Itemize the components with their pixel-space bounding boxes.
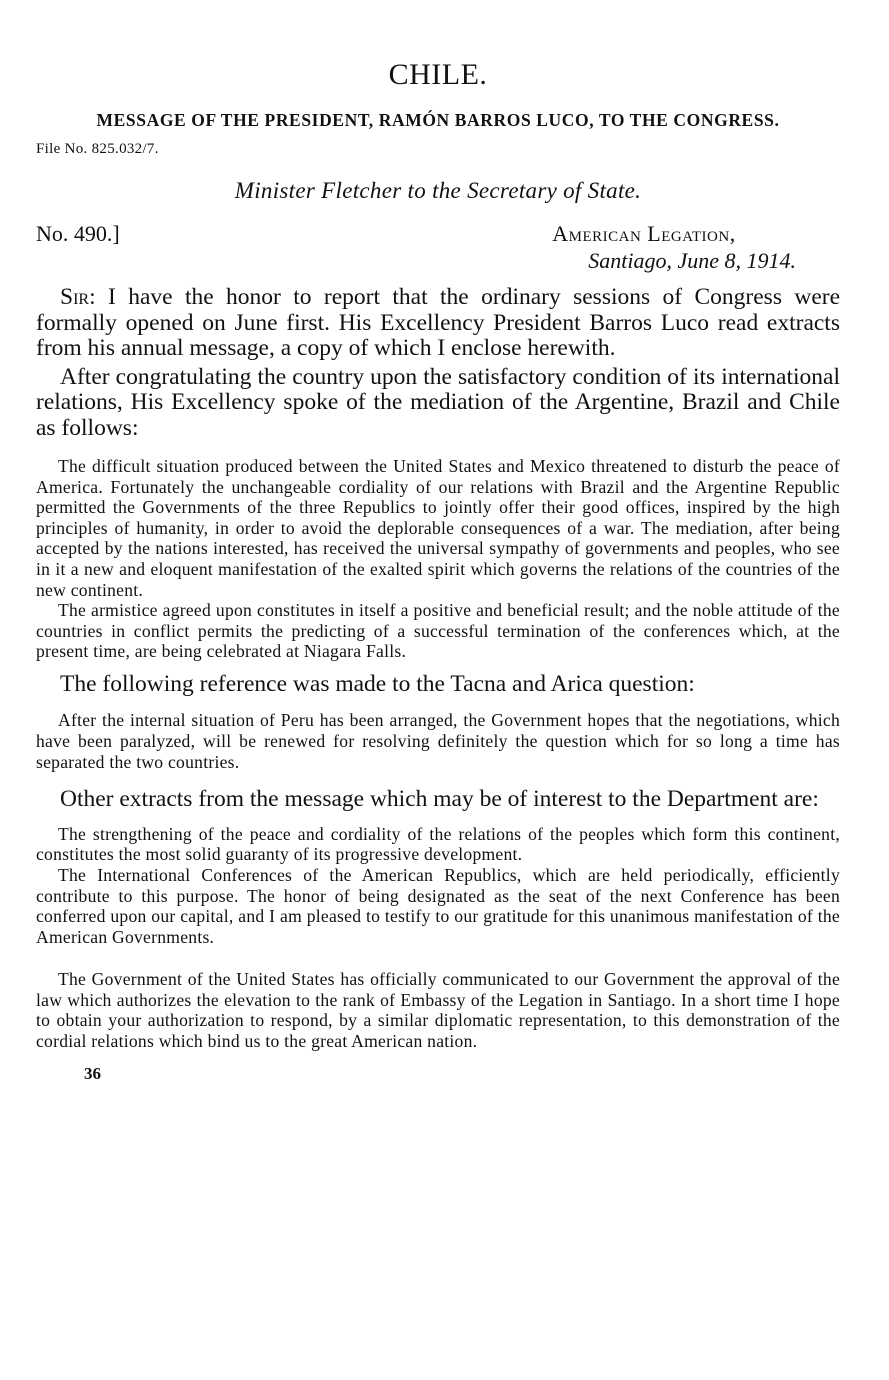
document-page (36, 0, 840, 1084)
paragraph-4: Other extracts from the message which may be of interest to the Department are: (60, 786, 819, 813)
quote-embassy: The Government of the United States has officially communicated to our Government the approval of the law which authorizes the elevation to the rank of Embassy of the Legation in Santiago. In a short time I hope to obtain your authorization to respond, by a similar diplomatic representation, to this demonstration of the cordial relations which bind us to the great American nation. (36, 969, 840, 1052)
paragraph-2: After congratulating the country upon the satisfactory condition of its international relations, His Excellency spoke of the mediation of the Argentine, Brazil and Chile as follows: (36, 363, 840, 441)
quote-peru: After the internal situation of Peru has been arranged, the Government hopes that the negotiations, which have been paralyzed, will be renewed for resolving definitely the question which for so long a time has separated the two countries. (36, 710, 840, 772)
correspondence-subheading: Minister Fletcher to the Secretary of State. (234, 178, 642, 203)
quote-conferences: The International Conferences of the American Republics, which are held periodically, efficiently contribute to this purpose. The honor of being designated as the seat of the next Conference has been conferred upon our capital, and I am pleased to testify to our gratitude for this unanimous manifestation of the American Governments. (36, 864, 840, 947)
quote-mediation: The difficult situation produced between the United States and Mexico threatened to disturb the peace of America. Fortunately the unchangeable cordiality of our relations with Brazil and the Argentine Republic permitted the Governments of the three Republics to jointly offer their good offices, inspired by the high principles of humanity, in order to avoid the deplorable consequences of a war. The mediation, after being accepted by the nations interested, has received the universal sympathy of governments and peoples, who see in it a new and eloquent manifestation of the exalted spirit which governs the relations of the countries of the new continent. (36, 456, 840, 600)
message-heading: MESSAGE OF THE PRESIDENT, RAMÓN BARROS LUCO, TO THE CONGRESS. (96, 110, 780, 130)
country-title: CHILE. (388, 58, 488, 91)
quote-continent: The strengthening of the peace and cordiality of the relations of the peoples which form this continent, constitutes the most solid guaranty of its progressive development. (36, 823, 840, 865)
quote-armistice: The armistice agreed upon constitutes in itself a positive and beneficial result; and the noble attitude of the countries in conflict permits the predicting of a successful termination of the conferences which, at the present time, are being celebrated at Niagara Falls. (36, 600, 840, 662)
place-date: Santiago, June 8, 1914. (588, 248, 796, 273)
paragraph-1-text: I have the honor to report that the ordinary sessions of Congress were formally opened on June first. His Excellency President Barros Luco read extracts from his annual message, a copy of which I enclose herewith. (36, 284, 841, 361)
paragraph-opening (36, 285, 840, 362)
page-number: 36 (84, 1063, 101, 1083)
legation-block (552, 221, 796, 275)
dateline (36, 221, 840, 279)
paragraph-3: The following reference was made to the Tacna and Arica question: (60, 670, 695, 697)
quote-block-tacna-arica (36, 710, 840, 772)
legation-name: American Legation, (552, 221, 736, 246)
quote-block-mediation (36, 456, 840, 662)
quote-block-extracts (36, 824, 840, 1052)
salutation: Sir: (60, 284, 96, 310)
file-number: File No. 825.032/7. (36, 141, 159, 157)
document-number: No. 490.] (36, 221, 120, 246)
